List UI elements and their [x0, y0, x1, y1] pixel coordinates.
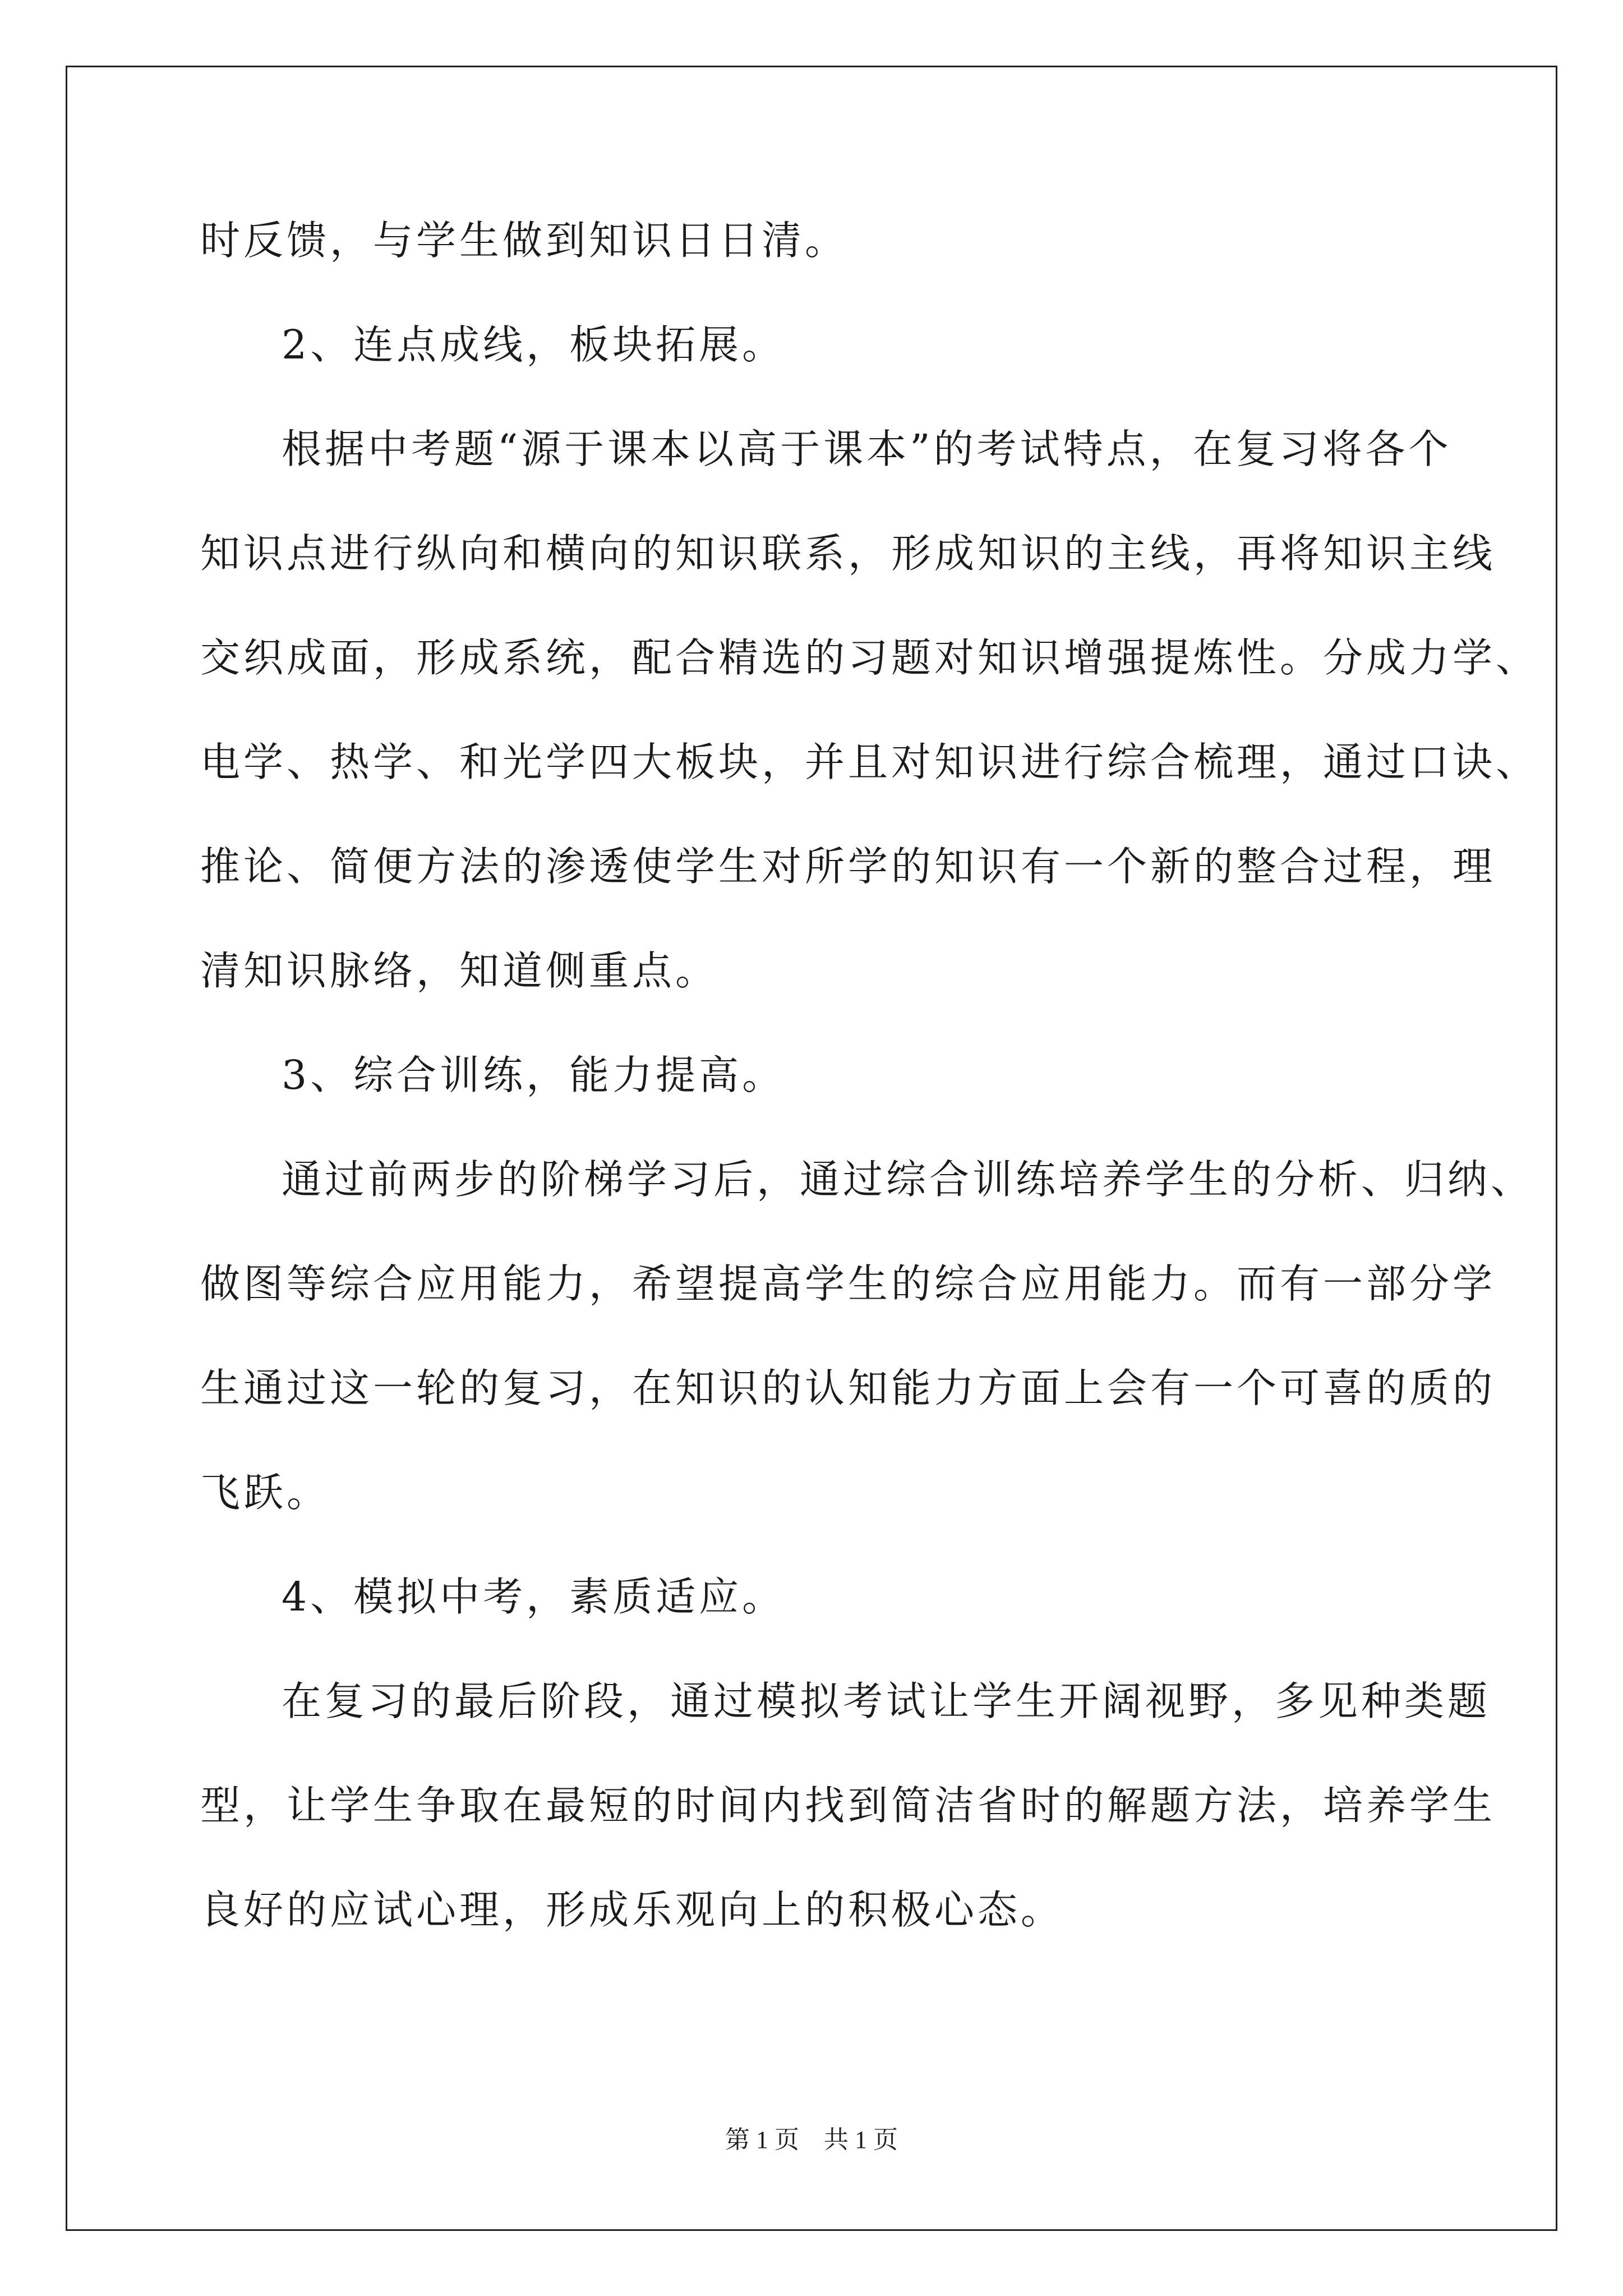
- text-line: 清知识脉络，知道侧重点。: [200, 947, 719, 994]
- text-line: 生通过这一轮的复习，在知识的认知能力方面上会有一个可喜的质的: [200, 1365, 1496, 1411]
- text-line: 推论、简便方法的渗透使学生对所学的知识有一个新的整合过程，理: [200, 843, 1496, 890]
- text-line: 通过前两步的阶梯学习后，通过综合训练培养学生的分析、归纳、: [282, 1156, 1534, 1203]
- text-line: 时反馈，与学生做到知识日日清。: [200, 217, 849, 264]
- text-line: 飞跃。: [200, 1469, 330, 1516]
- section-heading: 2、连点成线，板块拓展。: [282, 321, 786, 368]
- text-line: 良好的应试心理，形成乐观向上的积极心态。: [200, 1887, 1064, 1933]
- text-line: 知识点进行纵向和横向的知识联系，形成知识的主线，再将知识主线: [200, 530, 1496, 577]
- text-line: 型，让学生争取在最短的时间内找到简洁省时的解题方法，培养学生: [200, 1782, 1496, 1829]
- section-heading: 4、模拟中考，素质适应。: [282, 1573, 786, 1620]
- text-line: 在复习的最后阶段，通过模拟考试让学生开阔视野，多见种类题: [282, 1678, 1491, 1724]
- text-line: 做图等综合应用能力，希望提高学生的综合应用能力。而有一部分学: [200, 1260, 1496, 1307]
- document-body: [200, 213, 1539, 1987]
- text-line: 电学、热学、和光学四大板块，并且对知识进行综合梳理，通过口诀、: [200, 739, 1539, 785]
- section-heading: 3、综合训练，能力提高。: [282, 1052, 786, 1098]
- page-footer: 第 1 页 共 1 页: [725, 2126, 898, 2154]
- text-line: 根据中考题“源于课本以高于课本”的考试特点，在复习将各个: [282, 426, 1452, 472]
- text-line: 交织成面，形成系统，配合精选的习题对知识增强提炼性。分成力学、: [200, 634, 1539, 681]
